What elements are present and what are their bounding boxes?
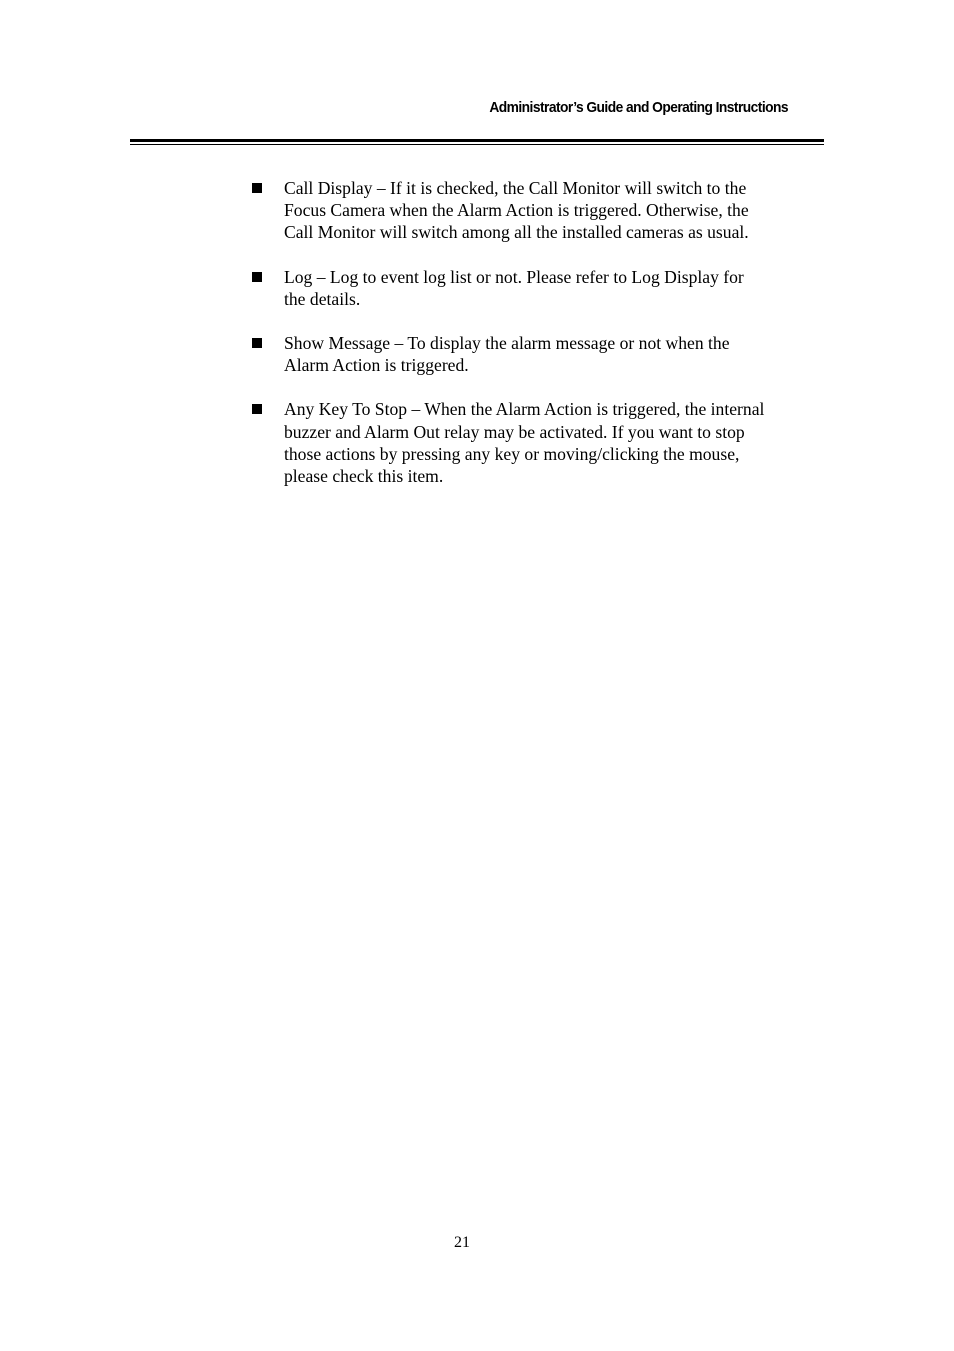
square-bullet-icon xyxy=(252,338,262,348)
list-item-text: Any Key To Stop – When the Alarm Action is triggered, the internal buzzer and Alarm Out relay may be activated. If you want to stop those actions by pressing any key or moving/clicking the mouse, please check this item. xyxy=(284,399,765,487)
list-item-text: Show Message – To display the alarm message or not when the Alarm Action is triggered. xyxy=(284,333,730,376)
list-item xyxy=(250,266,820,310)
list-item xyxy=(250,398,820,487)
page-number: 21 xyxy=(454,1234,470,1251)
list-item xyxy=(250,177,820,244)
header-rule-thick xyxy=(130,139,824,142)
page-header-title: Administrator’s Guide and Operating Instructions xyxy=(489,99,788,116)
square-bullet-icon xyxy=(252,183,262,193)
header-rule-thin xyxy=(130,144,824,145)
list-item xyxy=(250,332,820,376)
list-item-text: Log – Log to event log list or not. Please refer to Log Display for the details. xyxy=(284,266,744,309)
list-item-text: Call Display – If it is checked, the Call Monitor will switch to the Focus Camera when the Alarm Action is triggered. Otherwise, the Call Monitor will switch among all the installed cameras as usual. xyxy=(284,178,749,243)
square-bullet-icon xyxy=(252,272,262,282)
option-bullet-list xyxy=(250,177,820,509)
square-bullet-icon xyxy=(252,404,262,414)
